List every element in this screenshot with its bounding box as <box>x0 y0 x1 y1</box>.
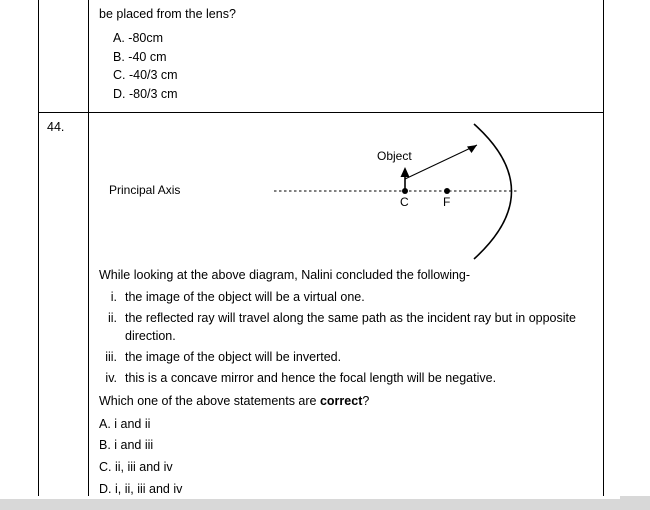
statement-item <box>99 369 595 387</box>
option-c: C. -40/3 cm <box>113 68 178 83</box>
statement-text-iii: the image of the object will be inverted. <box>125 350 342 365</box>
question-number-cell-empty <box>39 0 89 112</box>
question-number-cell: 44. <box>39 113 89 509</box>
option-a: A. -80cm <box>113 30 164 45</box>
page-bottom-edge-highlight <box>0 496 620 499</box>
which-prefix: Which one of the above statements are <box>99 393 320 408</box>
option-d: D. -80/3 cm <box>113 87 178 102</box>
which-bold-word: correct <box>319 393 363 408</box>
option-b: B. i and iii <box>99 438 154 453</box>
question-stem: While looking at the above diagram, Nalini concluded the following- <box>99 267 471 282</box>
statement-label-i: i. <box>110 289 117 304</box>
statement-item <box>99 309 595 345</box>
previous-question-text: be placed from the lens? <box>99 7 236 21</box>
statement-label-iii: iii. <box>105 350 117 365</box>
which-suffix: ? <box>362 393 370 408</box>
statement-list <box>99 288 595 388</box>
table-row-previous-question <box>39 0 603 113</box>
option-c: C. ii, iii and iv <box>99 460 173 475</box>
center-of-curvature-label: C <box>400 194 409 209</box>
option-d: D. i, ii, iii and iv <box>99 482 183 497</box>
statement-item <box>99 348 595 366</box>
statement-text-i: the image of the object will be a virtual one. <box>125 289 365 304</box>
mirror-ray-diagram <box>99 119 595 264</box>
previous-question-body <box>89 0 603 112</box>
option-b: B. -40 cm <box>113 49 167 64</box>
table-row-question-44 <box>39 113 603 510</box>
which-question-line <box>99 394 595 408</box>
statement-label-iv: iv. <box>105 371 117 386</box>
statement-label-ii: ii. <box>107 311 117 325</box>
statement-item <box>99 288 595 306</box>
question-44-options <box>99 414 595 502</box>
question-table <box>38 0 604 510</box>
focus-label: F <box>443 194 451 209</box>
statement-text-iv: this is a concave mirror and hence the focal length will be negative. <box>125 371 497 386</box>
statement-text-ii: the reflected ray will travel along the same path as the incident ray but in opposite direction. <box>125 311 576 344</box>
principal-axis-label: Principal Axis <box>109 182 181 197</box>
previous-question-options <box>99 29 593 104</box>
option-a: A. i and ii <box>99 416 151 431</box>
question-44-body <box>89 113 605 509</box>
object-label: Object <box>377 148 412 163</box>
